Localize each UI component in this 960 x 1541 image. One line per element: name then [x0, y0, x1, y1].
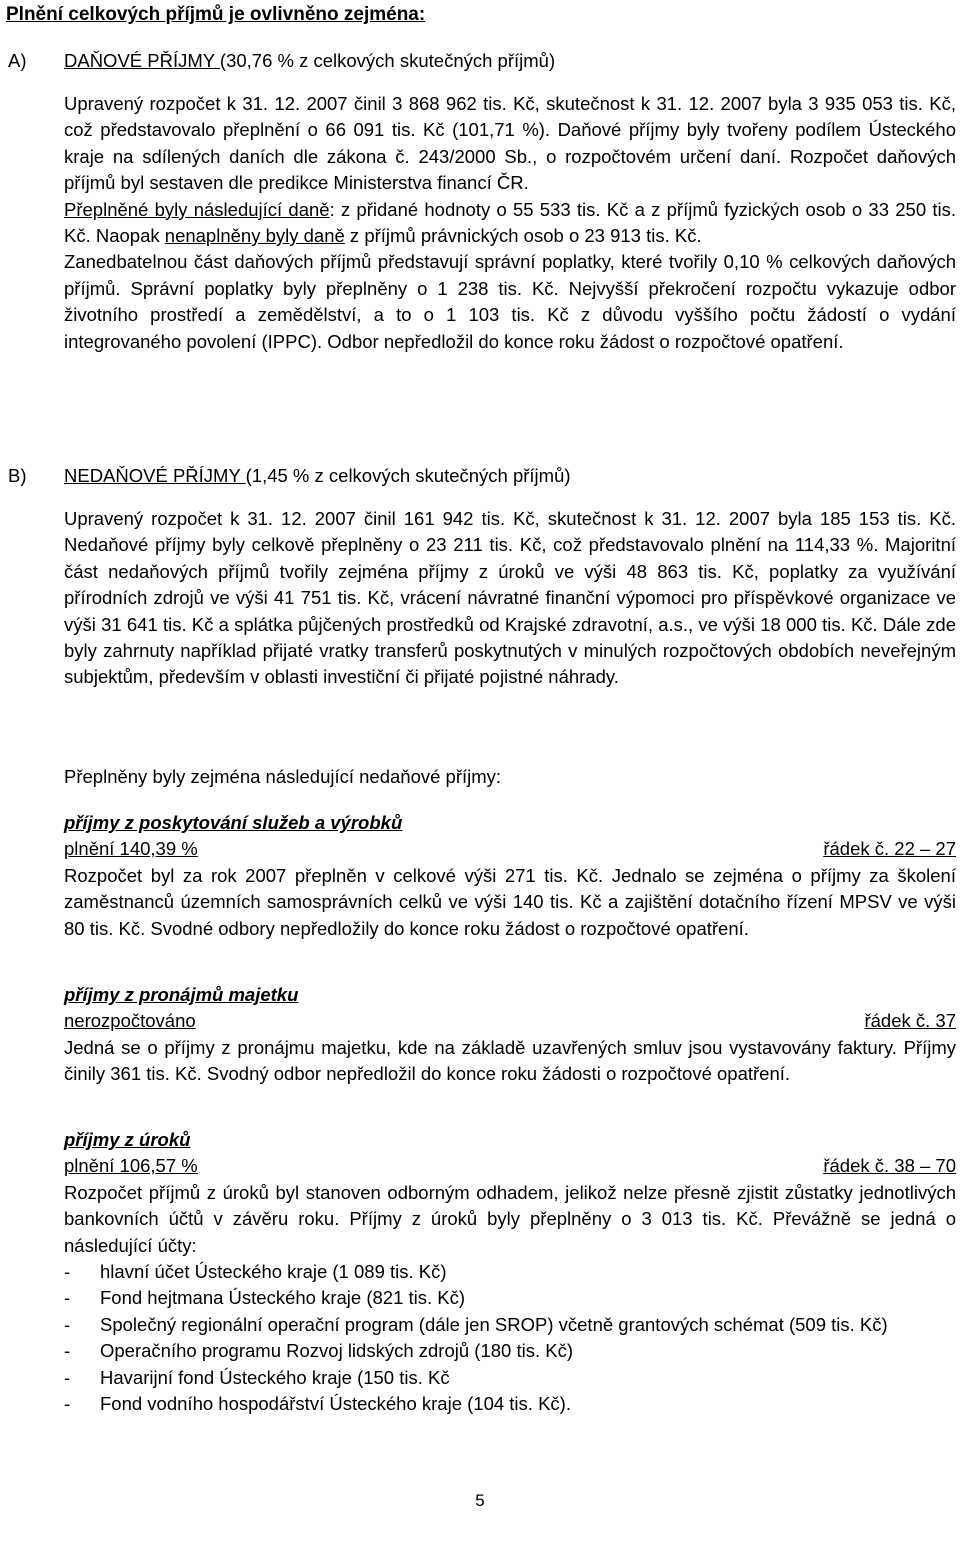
list-item-text: Havarijní fond Ústeckého kraje (150 tis. Kč: [100, 1366, 450, 1388]
section-a-p2-text-2: z příjmů právnických osob o 23 913 tis. Kč.: [344, 225, 702, 247]
subsection-rent-line-ref: řádek č. 37: [864, 1010, 956, 1032]
subsection-rent-title: příjmy z pronájmů majetku: [64, 984, 299, 1005]
list-item-text: Společný regionální operační program (dále jen SROP) včetně grantových schémat (509 tis. Kč): [100, 1313, 888, 1335]
subsection-rent-text: Jedná se o příjmy z pronájmu majetku, kde na základě uzavřených smluv jsou vystavovány faktury. Příjmy činily 361 tis. Kč. Svodný odbor nepředložil do konce roku žádosti o rozpočtové opatření.: [64, 1036, 956, 1085]
section-b-title-rest: (1,45 % z celkových skutečných příjmů): [245, 465, 571, 486]
section-a-title: [64, 48, 555, 74]
section-a-p2-underline-1: Přeplněné byly následující daně: [64, 198, 330, 220]
subsection-interest: [64, 1127, 956, 1259]
section-a-paragraph-2: [64, 197, 956, 250]
list-item: [64, 1312, 956, 1338]
section-b-paragraph-1: Upravený rozpočet k 31. 12. 2007 činil 161 942 tis. Kč, skutečnost k 31. 12. 2007 byla 185 153 tis. Kč. Nedaňové příjmy byly celkově přeplněny o 23 211 tis. Kč, což představovalo plnění na 114,33 %. Majoritní část nedaňových příjmů tvořily zejména příjmy z úroků ve výši 48 863 tis. Kč, poplatky za využívání přírodních zdrojů ve výši 41 751 tis. Kč, vrácení návratné finanční výpomoci pro příspěvkové organizace ve výši 31 641 tis. Kč a splátka půjčených prostředků od Krajské zdravotní, a.s., ve výši 18 000 tis. Kč. Dále zde byly zahrnuty například přijaté vratky transferů poskytnutých v minulých rozpočtových obdobích neveřejným subjektům, především v oblasti investiční či přijaté pojistné náhrady.: [64, 508, 956, 688]
list-item: [64, 1365, 956, 1391]
list-dash: -: [64, 1393, 71, 1415]
page-number: 5: [475, 1491, 485, 1510]
list-item-text: hlavní účet Ústeckého kraje (1 089 tis. Kč): [100, 1261, 447, 1282]
section-a-title-rest: (30,76 % z celkových skutečných příjmů): [219, 50, 556, 71]
section-b-title-underlined: NEDAŇOVÉ PŘÍJMY: [64, 465, 246, 486]
list-dash: -: [64, 1366, 71, 1388]
section-a-body: [64, 91, 956, 355]
subsection-rent: [64, 982, 956, 1088]
list-dash: -: [64, 1287, 71, 1309]
subsection-interest-title: příjmy z úroků: [64, 1129, 191, 1150]
list-dash: -: [64, 1340, 71, 1362]
section-a-title-underlined: DAŇOVÉ PŘÍJMY: [64, 50, 220, 71]
list-item-text: Fond hejtmana Ústeckého kraje (821 tis. Kč): [100, 1287, 466, 1309]
subsection-services-row: [64, 836, 956, 862]
section-b-intro: [64, 764, 956, 790]
subsection-services-text: Rozpočet byl za rok 2007 přeplněn v celkové výši 271 tis. Kč. Jednalo se zejména o příjmy za školení zaměstnanců územních samosprávních celků ve výši 140 tis. Kč a zajištění dotačního řízení MPSV ve výši 80 tis. Kč. Svodné odbory nepředložily do konce roku žádost o rozpočtové opatření.: [64, 864, 956, 939]
section-a-letter: A): [8, 50, 27, 71]
interest-accounts-list: [64, 1259, 956, 1417]
page-heading: Plnění celkových příjmů je ovlivněno zejména:: [6, 4, 426, 25]
list-item: [64, 1391, 956, 1417]
section-b-letter: B): [8, 465, 27, 486]
list-item-text: Fond vodního hospodářství Ústeckého kraje (104 tis. Kč).: [100, 1393, 571, 1415]
section-b-body: [64, 506, 956, 691]
subsection-services: [64, 810, 956, 942]
list-dash: -: [64, 1313, 71, 1335]
subsection-interest-text: Rozpočet příjmů z úroků byl stanoven odborným odhadem, jelikož nelze přesně zjistit zůstatky jednotlivých bankovních účtů v závěru roku. Příjmy z úroků byly přeplněny o 3 013 tis. Kč. Převážně se jedná o následující účty:: [64, 1181, 956, 1256]
section-a-p2-text-1: : z přidané hodnoty o 55 533 tis. Kč a z příjmů fyzických osob o 33 250 tis. Kč. Naopak: [64, 198, 956, 247]
subsection-rent-row: [64, 1008, 956, 1034]
section-b-paragraph-2: Přeplněny byly zejména následující nedaňové příjmy:: [64, 766, 502, 787]
section-a-paragraph-3: Zanedbatelnou část daňových příjmů představují správní poplatky, které tvořily 0,10 % celkových daňových příjmů. Správní poplatky byly přeplněny o 1 238 tis. Kč. Nejvyšší překročení rozpočtu vykazuje odbor životního prostředí a zemědělství, a to o 1 103 tis. Kč z důvodu vyššího počtu žádostí o vydání integrovaného povolení (IPPC). Odbor nepředložil do konce roku žádost o rozpočtové opatření.: [64, 251, 956, 352]
section-a-p2-underline-2: nenaplněny byly daně: [164, 225, 345, 247]
subsection-interest-fulfilment: plnění 106,57 %: [64, 1155, 198, 1177]
list-dash: -: [64, 1261, 71, 1282]
subsection-rent-fulfilment: nerozpočtováno: [64, 1010, 196, 1032]
section-b-title: [64, 463, 571, 489]
list-item: [64, 1285, 956, 1311]
subsection-interest-line-ref: řádek č. 38 – 70: [823, 1155, 956, 1177]
subsection-services-title: příjmy z poskytování služeb a výrobků: [64, 812, 403, 833]
section-a-paragraph-1: Upravený rozpočet k 31. 12. 2007 činil 3 868 962 tis. Kč, skutečnost k 31. 12. 2007 byla 3 935 053 tis. Kč, což představovalo přeplnění o 66 091 tis. Kč (101,71 %). Daňové příjmy byly tvořeny podílem Ústeckého kraje na sdílených daních dle zákona č. 243/2000 Sb., o rozpočtovém určení daní. Rozpočet daňových příjmů byl sestaven dle predikce Ministerstva financí ČR.: [64, 93, 956, 194]
list-item: [64, 1338, 956, 1364]
subsection-services-fulfilment: plnění 140,39 %: [64, 838, 198, 860]
subsection-interest-row: [64, 1153, 956, 1179]
list-item: [64, 1259, 956, 1285]
subsection-services-line-ref: řádek č. 22 – 27: [823, 838, 956, 860]
list-item-text: Operačního programu Rozvoj lidských zdrojů (180 tis. Kč): [100, 1340, 573, 1362]
